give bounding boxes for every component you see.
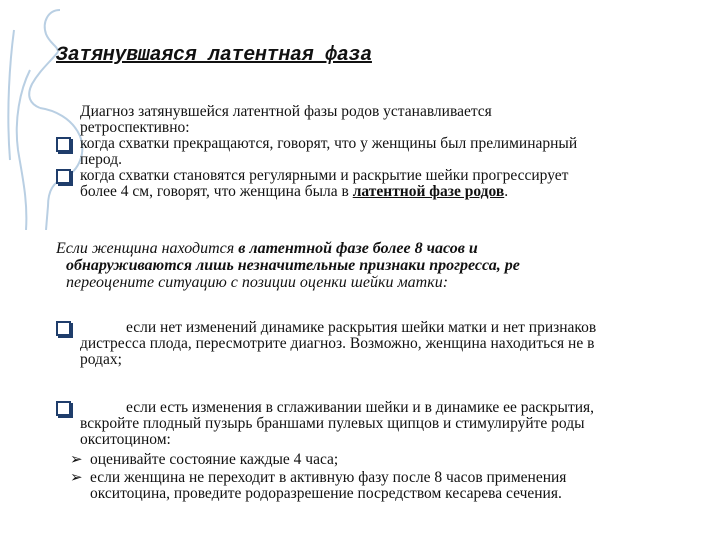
list-item-text: более 4 см, говорят, что женщина была в — [80, 183, 353, 200]
condition-bold-text: в латентной фазе более 8 часов и — [238, 240, 478, 257]
action-row — [56, 320, 720, 368]
list-item-line: перод. — [80, 151, 122, 168]
condition-paragraph — [56, 240, 720, 291]
action-item — [56, 400, 720, 502]
page-title: Затянувшаяся латентная фаза — [56, 44, 372, 67]
intro-line: Диагноз затянувшейся латентной фазы родов устанавливается — [80, 103, 492, 120]
hollow-square-bullet-icon — [56, 401, 71, 416]
list-item — [56, 136, 720, 168]
intro-line: ретроспективно: — [80, 119, 190, 136]
action-line: вскройте плодный пузырь браншами пулевых щипцов и стимулируйте роды — [80, 415, 585, 432]
action-text: если есть изменения в сглаживании шейки и в динамике ее раскрытия, — [126, 400, 595, 416]
list-item-tail: . — [504, 183, 509, 200]
action-row — [56, 400, 720, 448]
action-line — [80, 400, 720, 416]
arrow-bullet-icon: ➢ — [70, 470, 83, 486]
list-item-line — [80, 184, 720, 200]
condition-text: Если женщина находится — [56, 240, 239, 257]
hollow-square-bullet-icon — [56, 169, 71, 184]
emphasis-text: латентной фазе родов — [352, 183, 505, 200]
list-item — [56, 168, 720, 200]
list-item-line: когда схватки прекращаются, говорят, что у женщины был прелиминарный — [80, 135, 578, 152]
action-line — [80, 320, 720, 336]
sub-list-item-line: окситоцина, проведите родоразрешение посредством кесарева сечения. — [90, 485, 562, 502]
sub-list-item-line: оценивайте состояние каждые 4 часа; — [90, 451, 339, 468]
arrow-bullet-icon: ➢ — [70, 452, 83, 468]
criteria-section — [56, 104, 720, 200]
action-line: родах; — [80, 351, 122, 368]
hollow-square-bullet-icon — [56, 137, 71, 152]
action-line: окситоцином: — [80, 431, 171, 448]
intro-text — [56, 104, 720, 136]
action-item — [56, 320, 720, 368]
action-text: если нет изменений динамике раскрытия шейки матки и нет признаков — [126, 320, 597, 336]
sub-list-item-line: если женщина не переходит в активную фазу после 8 часов применения — [90, 469, 567, 486]
condition-line — [56, 240, 720, 257]
condition-line: переоцените ситуацию с позиции оценки шейки матки: — [66, 274, 449, 291]
list-item-line: когда схватки становятся регулярными и раскрытие шейки прогрессирует — [80, 167, 569, 184]
hollow-square-bullet-icon — [56, 321, 71, 336]
sub-list-item — [56, 452, 720, 468]
sub-list-item — [56, 470, 720, 502]
condition-line: обнаруживаются лишь незначительные признаки прогресса, ре — [66, 257, 520, 274]
action-line: дистресса плода, пересмотрите диагноз. Возможно, женщина находиться не в — [80, 335, 595, 352]
